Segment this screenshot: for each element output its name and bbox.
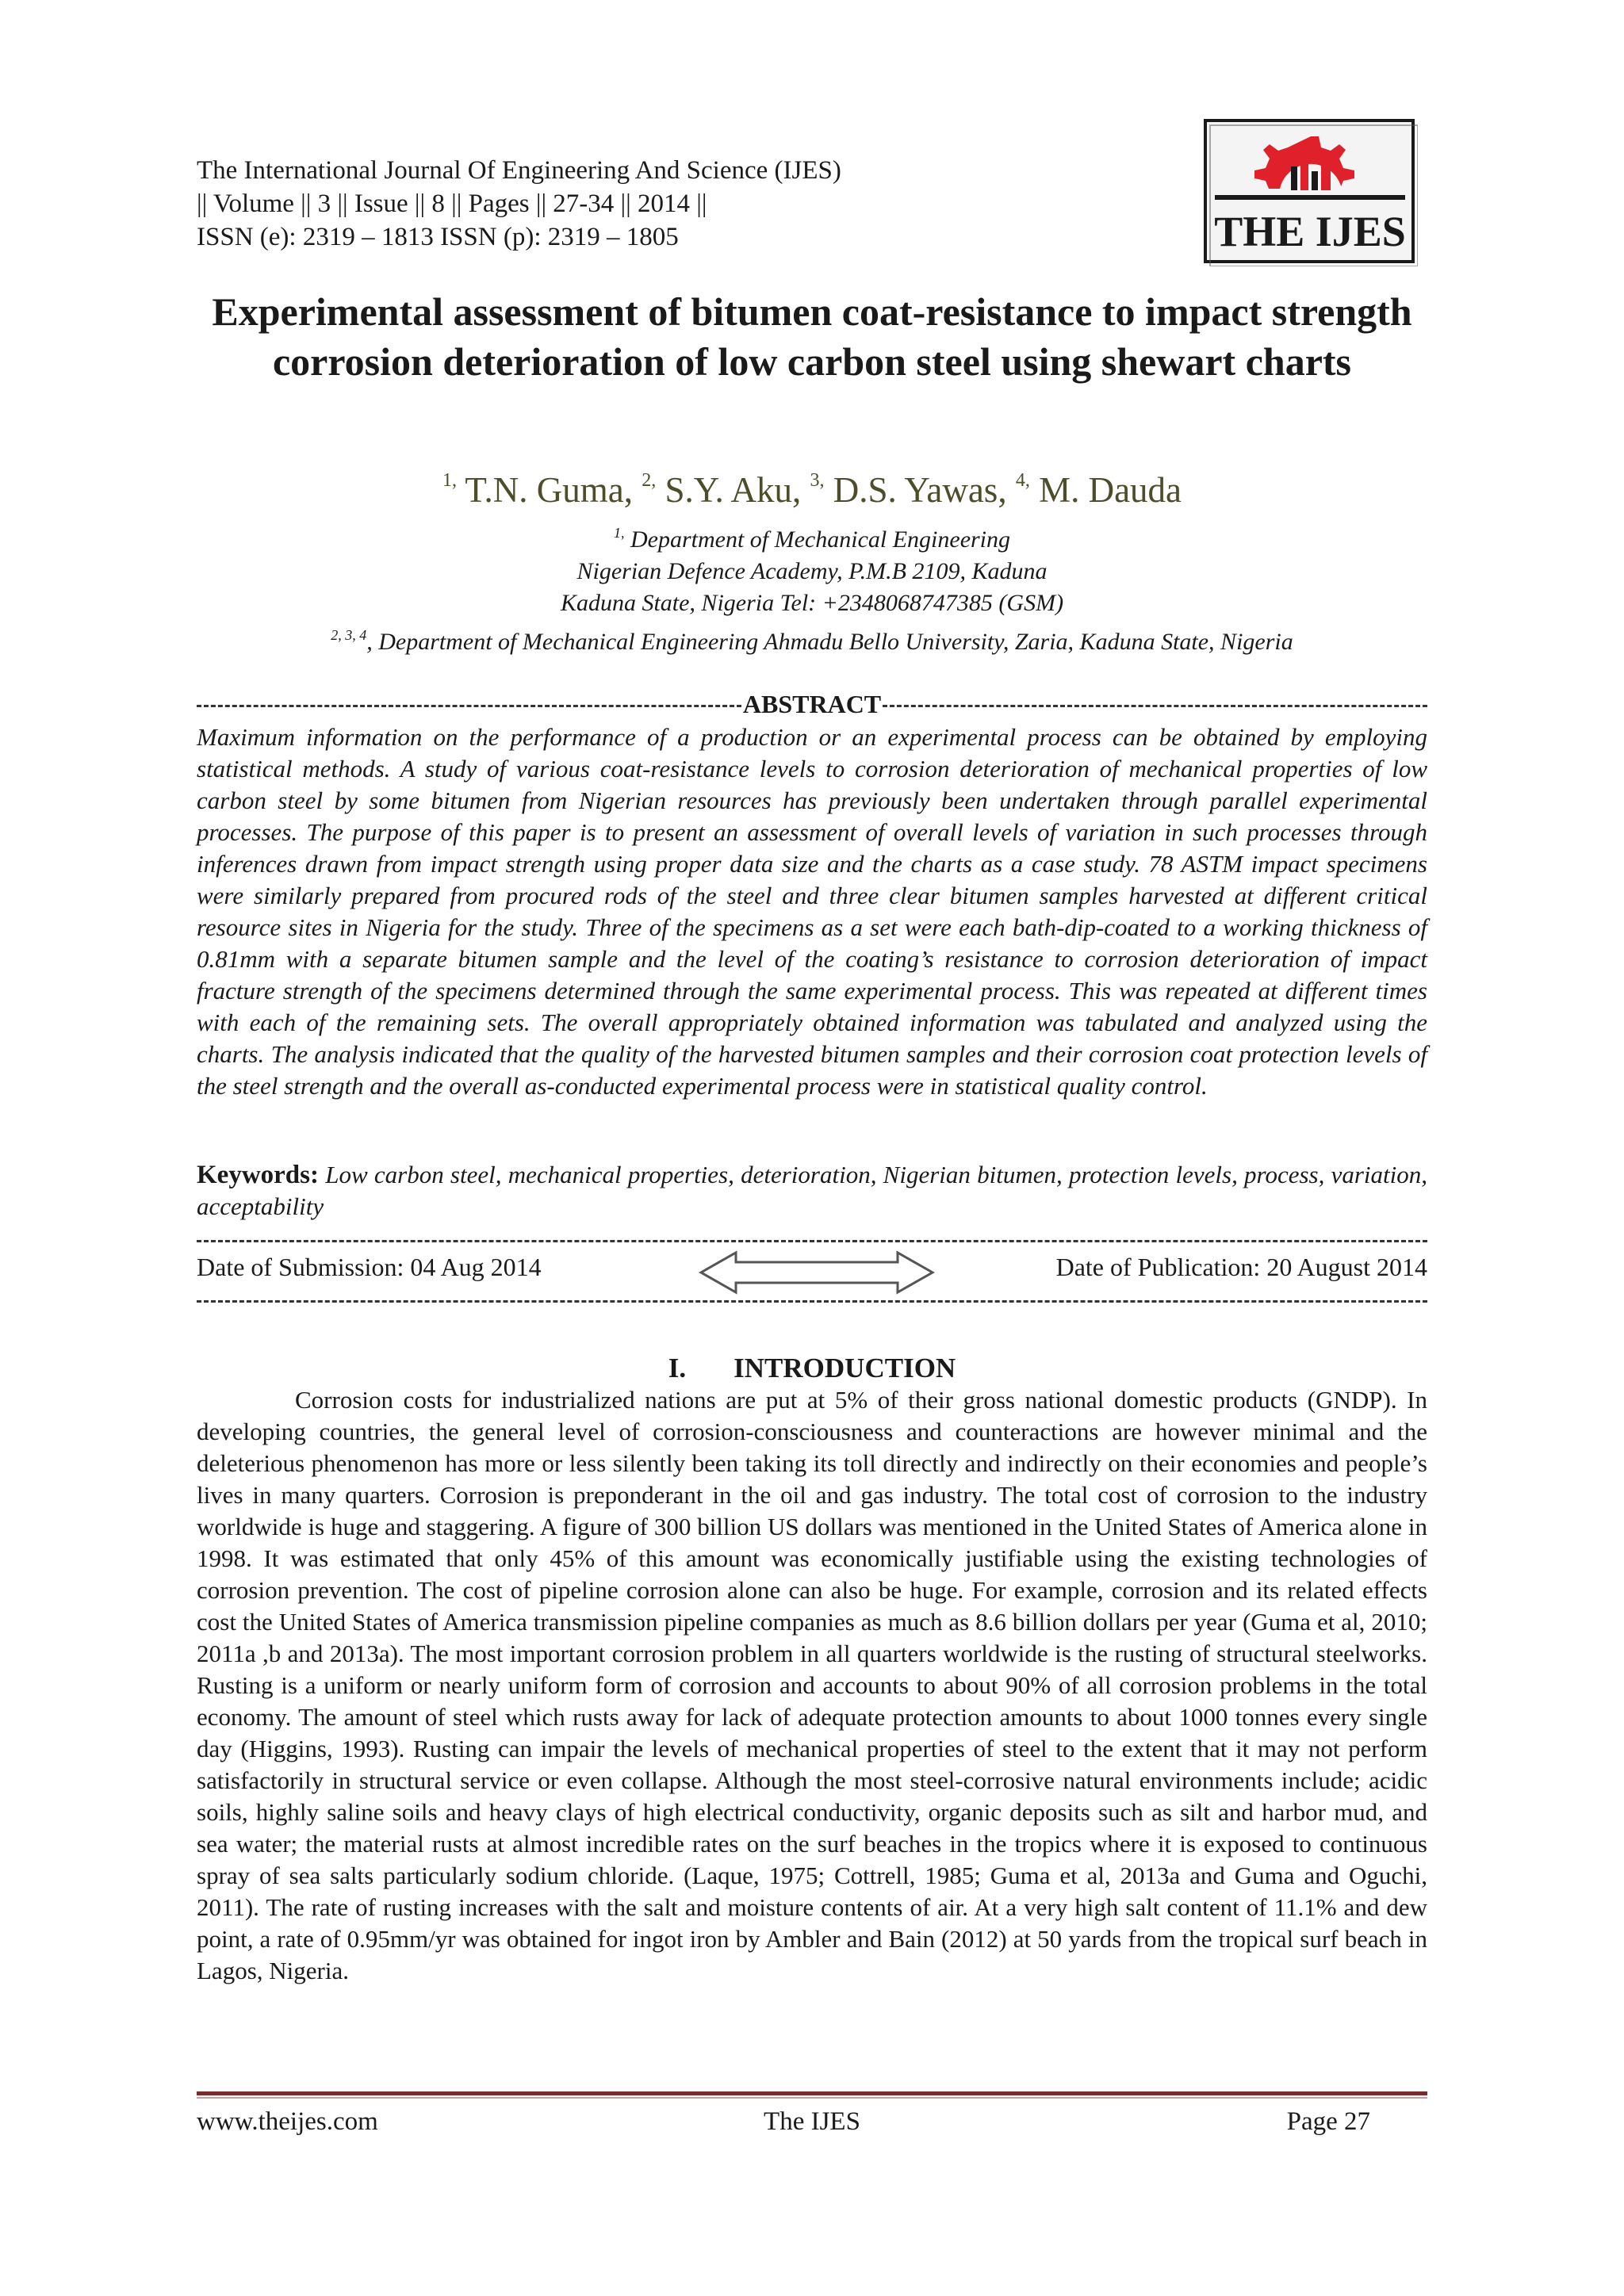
keywords	[197, 1159, 1427, 1223]
divider	[197, 1240, 1427, 1242]
footer-rule	[197, 2091, 1427, 2095]
footer-website: www.theijes.com	[197, 2107, 378, 2136]
section-title: INTRODUCTION	[733, 1353, 956, 1383]
author: $^{4,}$ M. Dauda	[1015, 470, 1182, 510]
author: $^{2,}$ S.Y. Aku,	[642, 470, 802, 510]
affiliation-1-contact: Kaduna State, Nigeria Tel: +2348068747385 (GSM)	[560, 590, 1064, 616]
publication-date: Date of Publication: 20 August 2014	[1055, 1253, 1427, 1281]
author: $^{1,}$ T.N. Guma,	[442, 470, 634, 510]
footer-journal: The IJES	[764, 2107, 860, 2136]
footer-rule	[197, 2097, 1427, 2099]
abstract-heading-row	[197, 688, 1427, 720]
section-heading	[0, 1353, 1624, 1384]
divider	[197, 705, 741, 707]
abstract-text: Maximum information on the performance of a production or an experimental process can be obtained by employing statistical methods. A study of various coat-resistance levels to corrosion deterioration of mechanical properties of low carbon steel by some bitumen from Nigerian resources has previously been undertaken through parallel experimental processes. The purpose of this paper is to present an assessment of overall levels of variation in such processes through inferences drawn from impact strength using proper data size and the charts as a case study. 78 ASTM impact specimens were similarly prepared from procured rods of the steel and three clear bitumen samples harvested at different critical resource sites in Nigeria for the study. Three of the specimens as a set were each bath-dip-coated to a working thickness of 0.81mm with a separate bitumen sample and the level of the coating’s resistance to corrosion deterioration of impact fracture strength of the specimens determined through the same experimental process. This was repeated at different times with each of the remaining sets. The overall appropriately obtained information was tabulated and analyzed using the charts. The analysis indicated that the quality of the harvested bitumen samples and their corrosion coat protection levels of the steel strength and the overall as-conducted experimental process were in statistical quality control.	[197, 723, 1427, 1100]
gear-icon	[1254, 136, 1354, 190]
ijes-logo	[1204, 119, 1418, 266]
keywords-label: Keywords:	[197, 1161, 319, 1189]
logo-text: THE IJES	[1214, 208, 1406, 255]
author-list	[174, 469, 1450, 511]
paper-title: Experimental assessment of bitumen coat-resistance to impact strength corrosion deterioration of low carbon steel using shewart charts	[212, 289, 1412, 384]
journal-issn: ISSN (e): 2319 – 1813 ISSN (p): 2319 – 1805	[197, 223, 679, 251]
abstract-heading: ABSTRACT	[742, 689, 882, 718]
journal-volume: || Volume || 3 || Issue || 8 || Pages || 27-34 || 2014 ||	[197, 189, 707, 218]
affiliation-1: $^{1,}$ Department of Mechanical Engineering	[613, 525, 1011, 553]
affiliation-2: $^{2, 3, 4}$, Department of Mechanical Engineering Ahmadu Bello University, Zaria, Kaduna State, Nigeria	[331, 627, 1293, 655]
author: $^{3,}$ D.S. Yawas,	[810, 470, 1007, 510]
keywords-text: Low carbon steel, mechanical properties, deterioration, Nigerian bitumen, protection levels, process, variation, acceptability	[197, 1161, 1427, 1220]
introduction-paragraph: Corrosion costs for industrialized nations are put at 5% of their gross national domestic products (GNDP). In developing countries, the general level of corrosion-consciousness and counteractions are however minimal and the deleterious phenomenon has more or less silently been taking its toll directly and indirectly on their economies and people’s lives in many quarters. Corrosion is preponderant in the oil and gas industry. The total cost of corrosion to the industry worldwide is huge and staggering. A figure of 300 billion US dollars was mentioned in the United States of America alone in 1998. It was estimated that only 45% of this amount was economically justifiable using the existing technologies of corrosion prevention. The cost of pipeline corrosion alone can also be huge. For example, corrosion and its related effects cost the United States of America transmission pipeline companies as much as 8.6 billion dollars per year (Guma et al, 2010; 2011a ,b and 2013a). The most important corrosion problem in all quarters worldwide is the rusting of structural steelworks. Rusting is a uniform or nearly uniform form of corrosion and accounts to about 90% of all corrosion problems in the total economy. The amount of steel which rusts away for lack of adequate protection amounts to about 1000 tonnes every single day (Higgins, 1993). Rusting can impair the levels of mechanical properties of steel to the extent that it may not perform satisfactorily in structural service or even collapse. Although the most steel-corrosive natural environments include; acidic soils, highly saline soils and heavy clays of high electrical conductivity, organic deposits such as silt and harbor mud, and sea water; the material rusts at almost incredible rates on the surf beaches in the tropics where it is exposed to continuous spray of sea salts particularly sodium chloride. (Laque, 1975; Cottrell, 1985; Guma et al, 2013a and Guma and Oguchi, 2011). The rate of rusting increases with the salt and moisture contents of air. At a very high salt content of 11.1% and dew point, a rate of 0.95mm/yr was obtained for ingot iron by Ambler and Bain (2012) at 50 yards from the tropical surf beach in Lagos, Nigeria.	[197, 1386, 1427, 1984]
divider	[197, 1300, 1427, 1303]
affiliation-1-address: Nigerian Defence Academy, P.M.B 2109, Kaduna	[576, 558, 1048, 584]
journal-header	[197, 154, 841, 254]
divider	[883, 705, 1427, 707]
submission-date: Date of Submission: 04 Aug 2014	[197, 1253, 542, 1281]
page-number: Page 27	[1286, 2107, 1370, 2136]
affiliations	[174, 517, 1450, 658]
double-arrow-icon	[698, 1249, 936, 1299]
section-number: I.	[668, 1353, 687, 1383]
journal-name: The International Journal Of Engineering And Science (IJES)	[197, 156, 841, 185]
